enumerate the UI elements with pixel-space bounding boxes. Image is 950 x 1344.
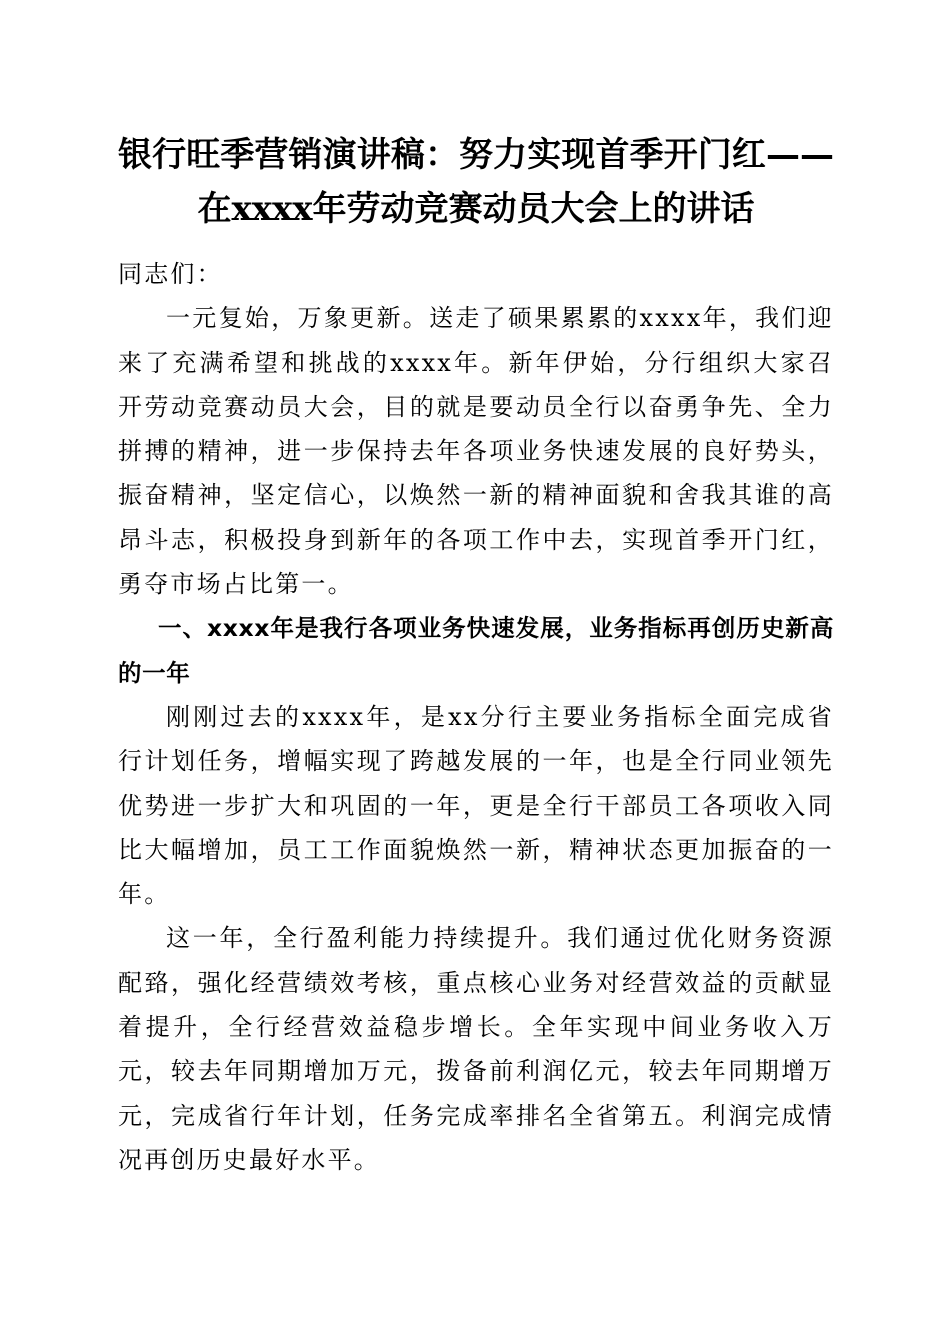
document-body (118, 252, 834, 1182)
section-paragraph-2: 这一年，全行盈利能力持续提升。我们通过优化财务资源配臵，强化经营绩效考核，重点核心业务对经营效益的贡献显着提升，全行经营效益稳步增长。全年实现中间业务收入万元，较去年同期增加万元，拨备前利润亿元，较去年同期增万元，完成省行年计划，任务完成率排名全省第五。利润完成情况再创历史最好水平。 (118, 924, 834, 1174)
section-paragraph-1: 刚刚过去的xxxx年，是xx分行主要业务指标全面完成省行计划任务，增幅实现了跨越发展的一年，也是全行同业领先优势进一步扩大和巩固的一年，更是全行干部员工各项收入同比大幅增加，员工工作面貌焕然一新，精神状态更加振奋的一年。 (118, 702, 834, 909)
document-title: 银行旺季营销演讲稿：努力实现首季开门红——在xxxx年劳动竞赛动员大会上的讲话 (118, 135, 834, 229)
salutation: 同志们： (118, 260, 223, 288)
section-heading: 一、xxxx年是我行各项业务快速发展，业务指标再创历史新高的一年 (118, 614, 834, 687)
intro-paragraph: 一元复始，万象更新。送走了硕果累累的xxxx年，我们迎来了充满希望和挑战的xxxx年。新年伊始，分行组织大家召开劳动竞赛动员大会，目的就是要动员全行以奋勇争先、全力拼搏的精神，进一步保持去年各项业务快速发展的良好势头，振奋精神，坚定信心，以焕然一新的精神面貌和舍我其谁的高昂斗志，积极投身到新年的各项工作中去，实现首季开门红，勇夺市场占比第一。 (118, 304, 834, 599)
